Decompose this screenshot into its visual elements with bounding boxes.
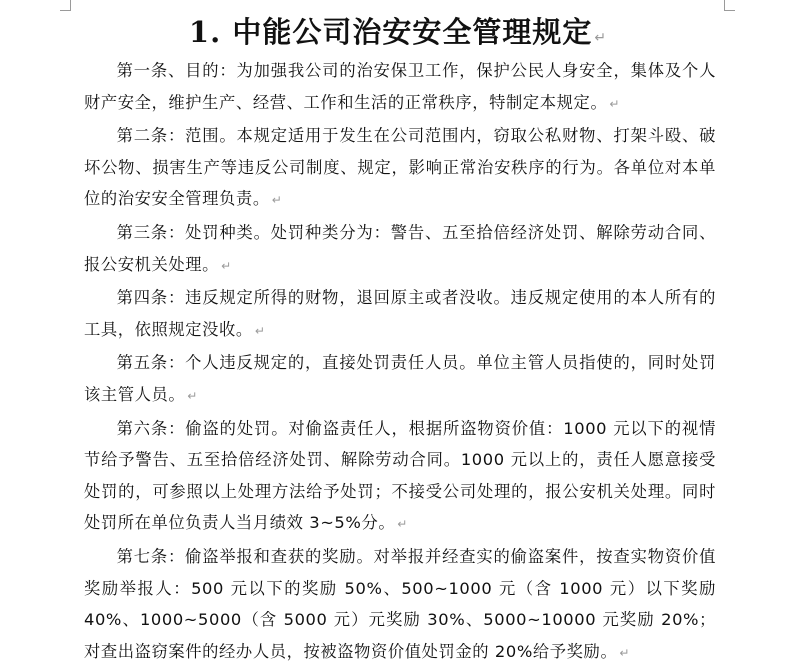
- paragraph: [84, 541, 716, 669]
- paragraph-text: 第一条、目的：为加强我公司的治安保卫工作，保护公民人身安全，集体及个人财产安全，维护生产、经营、工作和生活的正常秩序，特制定本规定。: [84, 61, 716, 112]
- title-number: 1.: [188, 15, 222, 49]
- paragraph-text: 第二条：范围。本规定适用于发生在公司范围内，窃取公私财物、打架斗殴、破坏公物、损害生产等违反公司制度、规定，影响正常治安秩序的行为。各单位对本单位的治安安全管理负责。: [84, 126, 716, 209]
- paragraph-mark-icon: ↵: [594, 30, 608, 46]
- paragraph-mark-icon: ↵: [221, 258, 232, 273]
- paragraph: [84, 282, 716, 347]
- paragraph-text: 第五条：个人违反规定的，直接处罚责任人员。单位主管人员指使的，同时处罚该主管人员。: [84, 353, 716, 404]
- title-text: 中能公司治安安全管理规定: [232, 15, 593, 49]
- paragraph-mark-icon: ↵: [254, 323, 266, 338]
- paragraph: [84, 55, 716, 120]
- paragraph: [84, 217, 716, 282]
- paragraph-mark-icon: ↵: [187, 388, 198, 403]
- paragraph-text: 第四条：违反规定所得的财物，退回原主或者没收。违反规定使用的本人所有的工具，依照规定没收。: [84, 288, 716, 339]
- document-body: [84, 55, 716, 669]
- document-title: [0, 10, 796, 60]
- paragraph: [84, 120, 716, 217]
- paragraph-mark-icon: ↵: [271, 193, 283, 208]
- paragraph-text: 第三条：处罚种类。处罚种类分为：警告、五至拾倍经济处罚、解除劳动合同、报公安机关处理。: [84, 222, 716, 274]
- paragraph-mark-icon: ↵: [609, 96, 620, 111]
- paragraph-text: 第七条：偷盗举报和查获的奖励。对举报并经查实的偷盗案件，按查实物资价值奖励举报人：500 元以下的奖励 50%、500~1000 元（含 1000 元）以下奖励 40%、1000~5000（含 5000 元）元奖励 30%、5000~10000 元奖励 20%；对查出盗窃案件的经办人员，按被盗物资价值处罚金的 20%给予奖励。: [84, 546, 716, 661]
- paragraph: [84, 413, 716, 541]
- paragraph: [84, 347, 716, 412]
- paragraph-mark-icon: ↵: [619, 645, 630, 660]
- paragraph-text: 第六条：偷盗的处罚。对偷盗责任人，根据所盗物资价值：1000 元以下的视情节给予警告、五至拾倍经济处罚、解除劳动合同。1000 元以上的，责任人愿意接受处罚的，可参照以上处理方法给予处罚；不接受公司处理的，报公安机关处理。同时处罚所在单位负责人当月绩效 3~5%分。: [84, 418, 716, 533]
- paragraph-mark-icon: ↵: [397, 517, 408, 532]
